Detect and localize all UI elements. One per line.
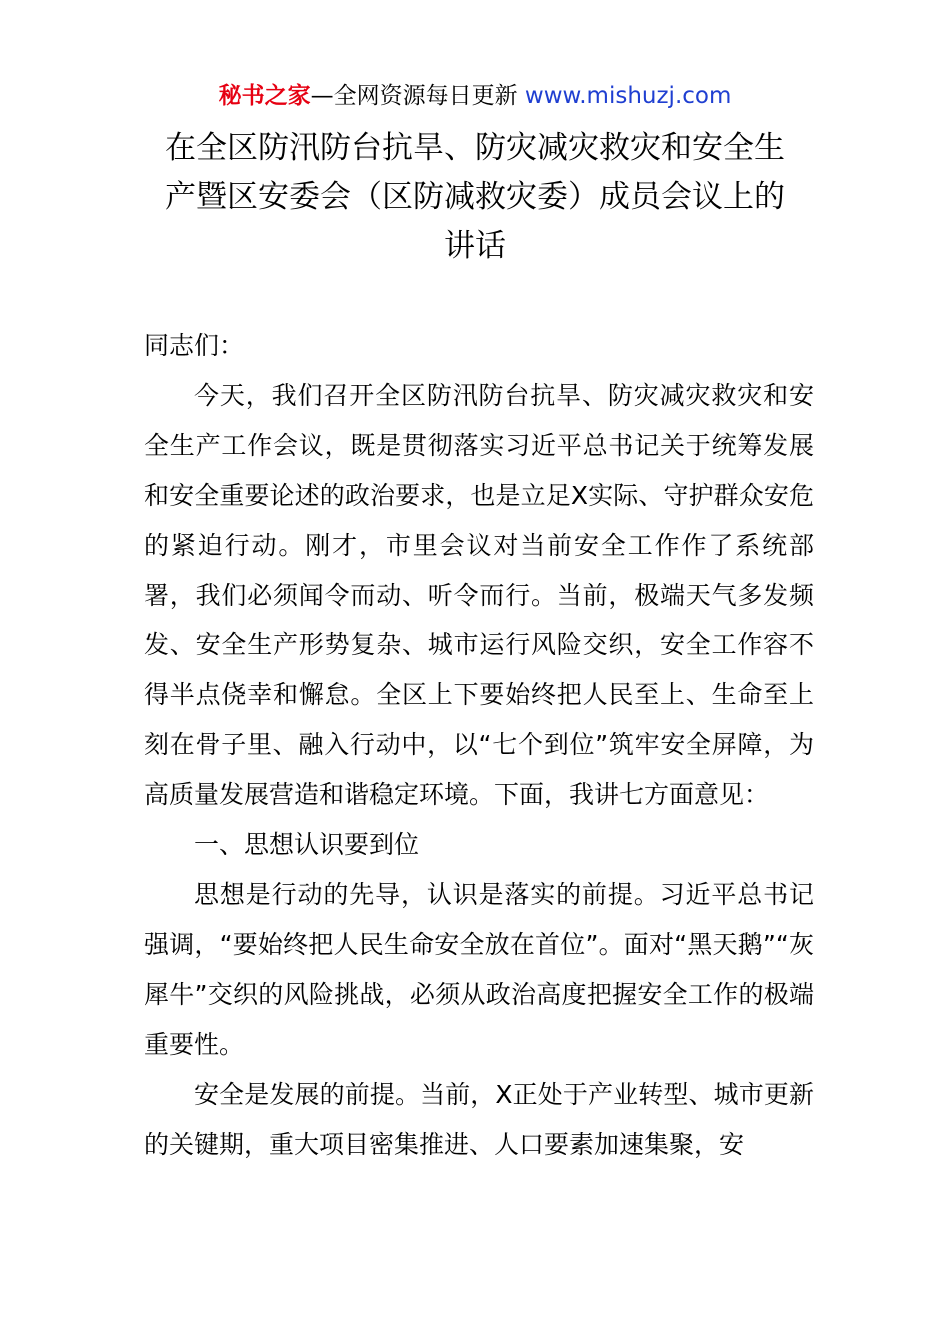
salutation: 同志们： — [144, 331, 245, 360]
document-body — [144, 321, 814, 1169]
paragraph-ideology: 思想是行动的先导，认识是落实的前提。习近平总书记强调，“要始终把人民生命安全放在首位”。面对“黑天鹅”“灰犀牛”交织的风险挑战，必须从政治高度把握安全工作的极端重要性。 — [144, 879, 814, 1059]
paragraph-safety: 安全是发展的前提。当前，X正处于产业转型、城市更新的关键期，重大项目密集推进、人口要素加速集聚，安 — [144, 1079, 814, 1159]
title-line-2: 产暨区安委会（区防减救灾委）成员会议上的 — [165, 179, 785, 215]
document-title — [140, 124, 810, 271]
site-url[interactable]: www.mishuzj.com — [524, 83, 732, 109]
site-header — [0, 80, 950, 112]
header-slogan: —全网资源每日更新 — [310, 83, 525, 109]
brand-name: 秘书之家 — [218, 83, 311, 109]
title-line-1: 在全区防汛防台抗旱、防灾减灾救灾和安全生 — [165, 130, 785, 166]
paragraph-opening: 今天，我们召开全区防汛防台抗旱、防灾减灾救灾和安全生产工作会议，既是贯彻落实习近平总书记关于统筹发展和安全重要论述的政治要求，也是立足X实际、守护群众安危的紧迫行动。刚才，市里会议对当前安全工作作了系统部署，我们必须闻令而动、听令而行。当前，极端天气多发频发、安全生产形势复杂、城市运行风险交织，安全工作容不得半点侥幸和懈怠。全区上下要始终把人民至上、生命至上刻在骨子里、融入行动中，以“七个到位”筑牢安全屏障，为高质量发展营造和谐稳定环境。下面，我讲七方面意见： — [144, 380, 814, 810]
title-line-3: 讲话 — [444, 228, 506, 264]
section-heading: 一、思想认识要到位 — [194, 830, 420, 860]
